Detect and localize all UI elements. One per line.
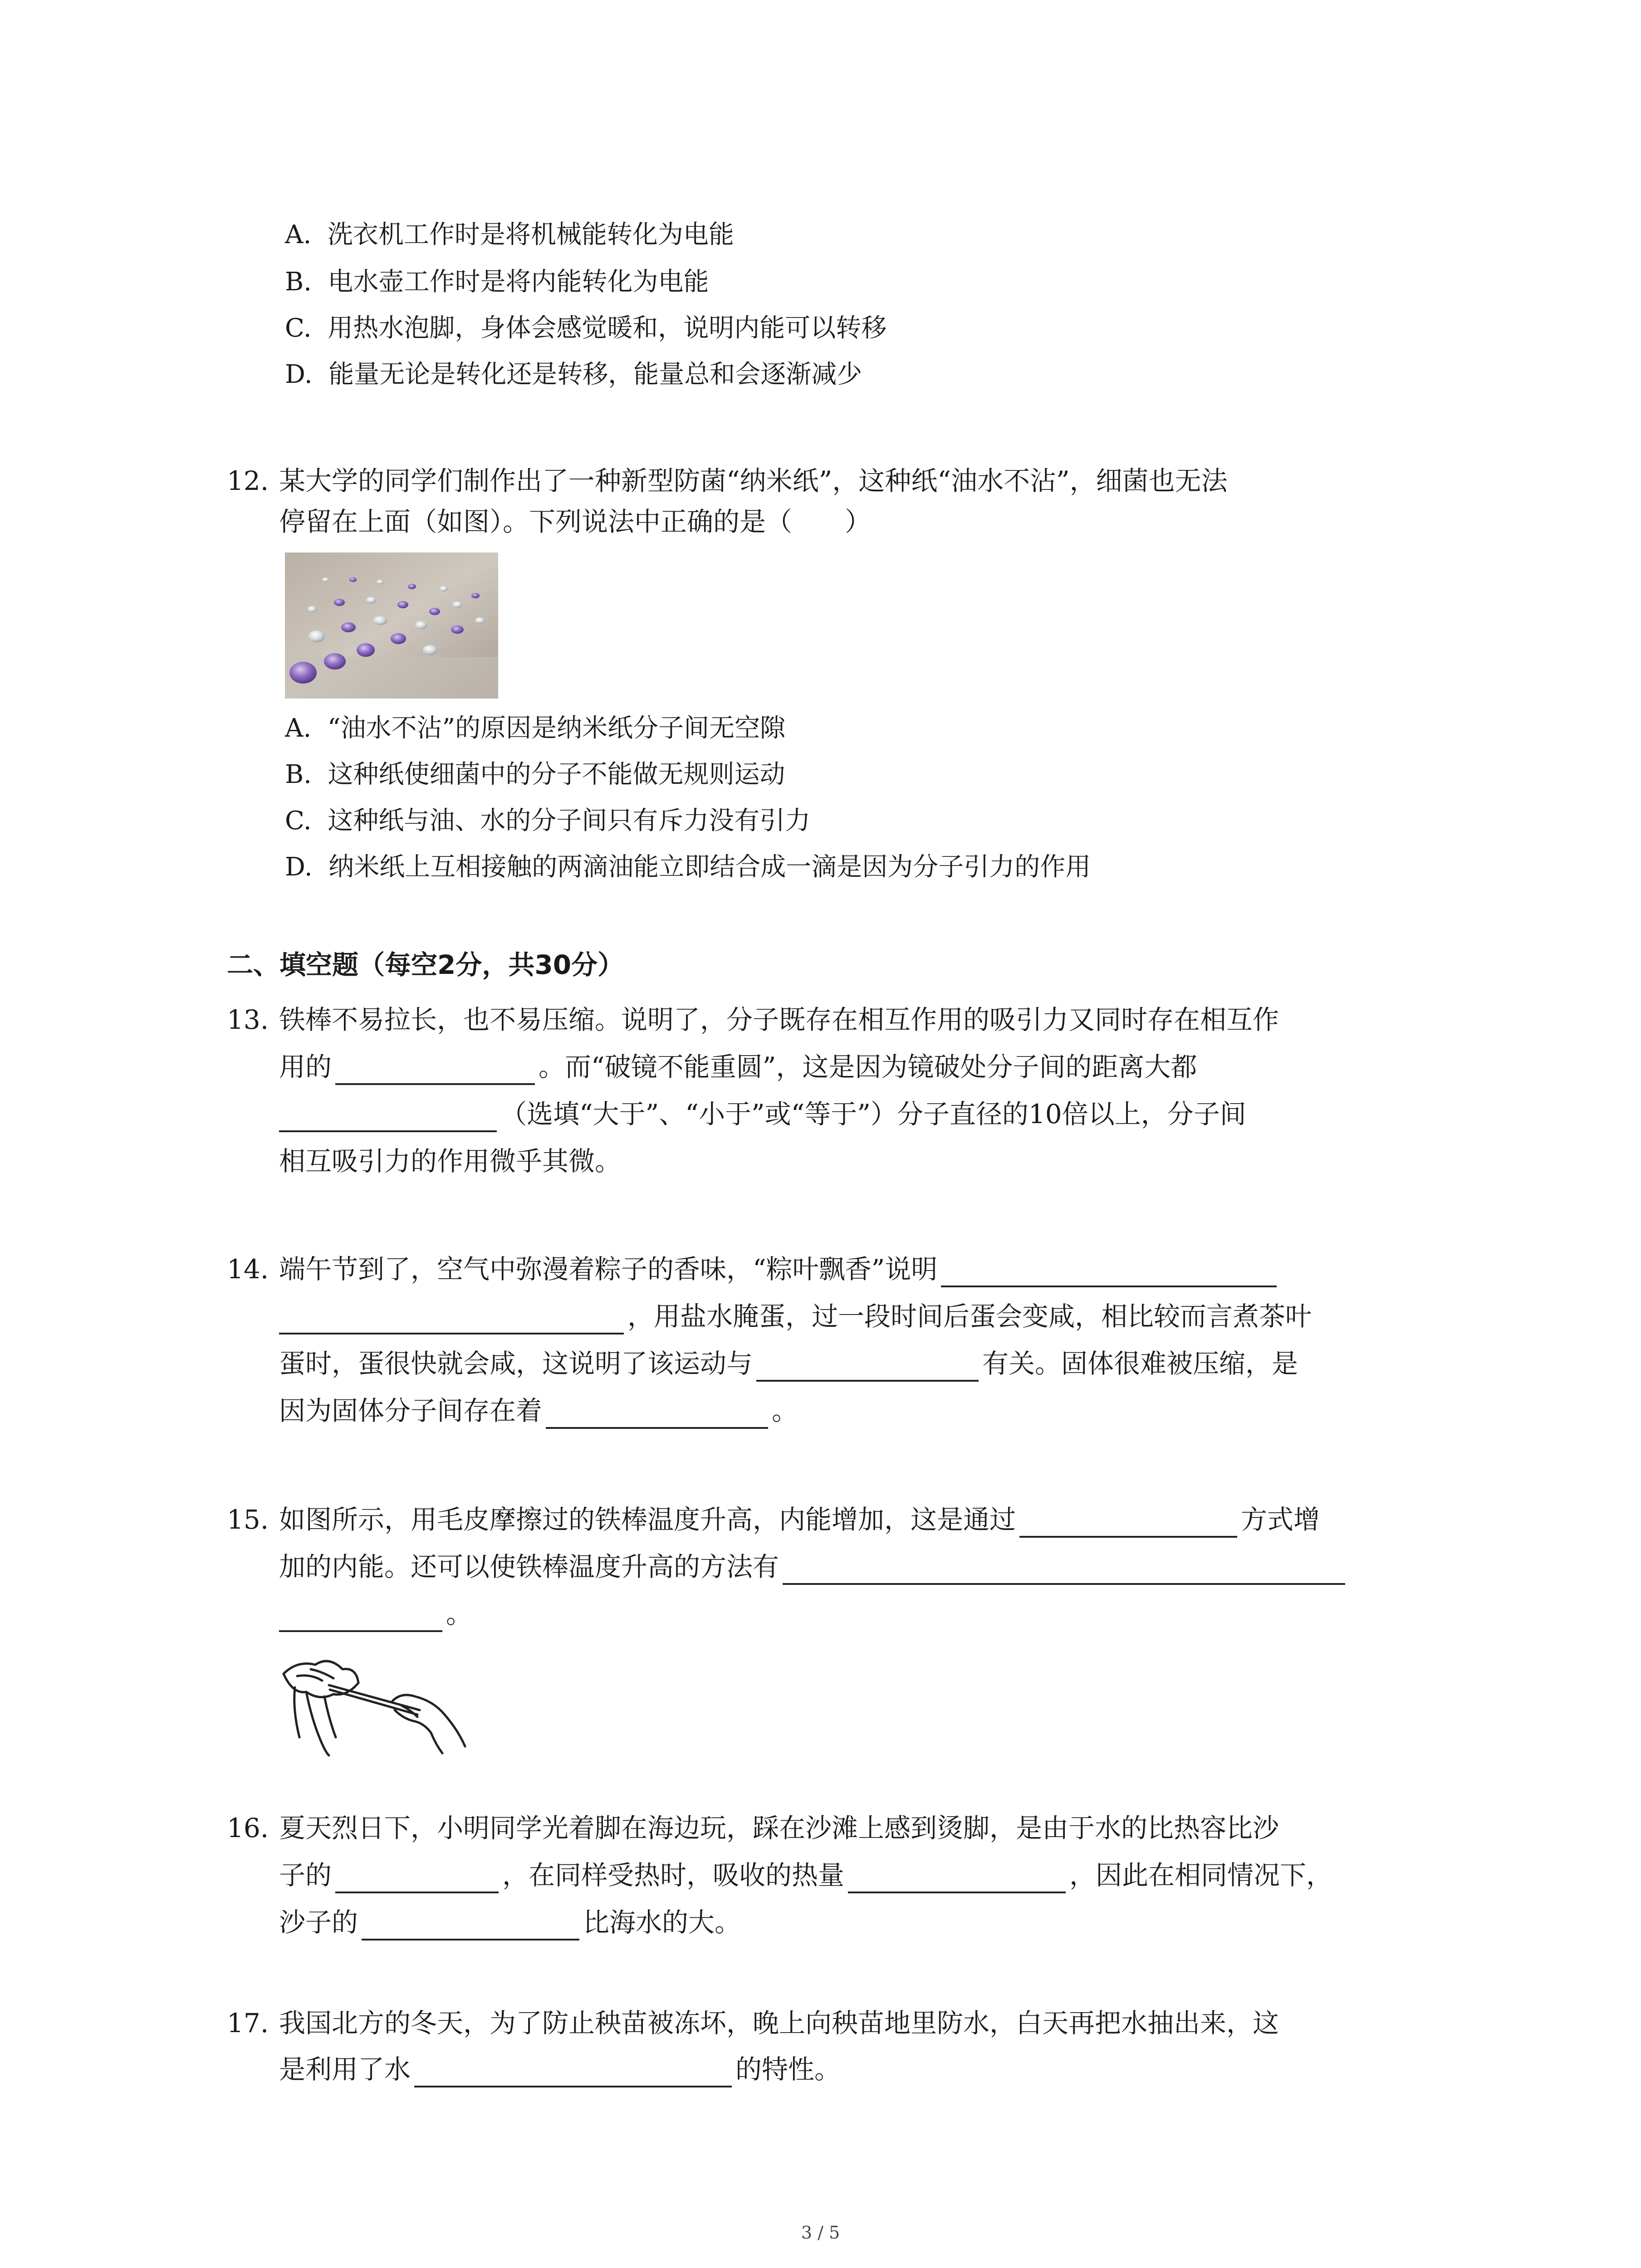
- q13-line2-text-a: 用的: [279, 1051, 332, 1082]
- q16-line1: 夏天烈日下，小明同学光着脚在海边玩，踩在沙滩上感到烫脚，是由于水的比热容比沙: [279, 1813, 1279, 1843]
- q17-line2-text-b: 的特性。: [735, 2054, 841, 2085]
- q14-line4-text-b: 。: [772, 1395, 798, 1426]
- q13-line1: 铁棒不易拉长，也不易压缩。说明了，分子既存在相互作用的吸引力又同时存在相互作: [279, 1004, 1279, 1035]
- q13-line3: [279, 1096, 1246, 1132]
- q12-stem-line1: 某大学的同学们制作出了一种新型防菌“纳米纸”，这种纸“油水不沾”，细菌也无法: [279, 465, 1228, 496]
- q14-number: 14.: [227, 1254, 269, 1285]
- q14-blank-2[interactable]: [756, 1353, 979, 1382]
- q17-number: 17.: [227, 2008, 269, 2038]
- q12-option-d: D. 纳米纸上互相接触的两滴油能立即结合成一滴是因为分子引力的作用: [285, 852, 1091, 882]
- q14-line1: [279, 1251, 1280, 1287]
- q17-line2-text-a: 是利用了水: [279, 2054, 411, 2085]
- q13-line4: 相互吸引力的作用微乎其微。: [279, 1146, 622, 1177]
- q11-option-c: C. 用热水泡脚，身体会感觉暖和，说明内能可以转移: [285, 313, 887, 343]
- q12-option-c: C. 这种纸与油、水的分子间只有斥力没有引力: [285, 806, 811, 836]
- q15-line3-text: 。: [446, 1598, 473, 1629]
- q16-line3: [279, 1904, 741, 1941]
- q11-option-a: A. 洗衣机工作时是将机械能转化为电能: [285, 220, 734, 249]
- q12-number: 12.: [227, 465, 269, 496]
- q14-blank-1a[interactable]: [941, 1258, 1277, 1287]
- q15-line2: [279, 1549, 1349, 1585]
- q15-line2-text: 加的内能。还可以使铁棒温度升高的方法有: [279, 1551, 779, 1582]
- q14-line3-text-b: 有关。固体很难被压缩，是: [982, 1348, 1298, 1379]
- q16-number: 16.: [227, 1813, 269, 1843]
- q12-option-b: B. 这种纸使细菌中的分子不能做无规则运动: [285, 760, 785, 789]
- page-number: 3 / 5: [801, 2223, 840, 2243]
- q15-line3: [279, 1596, 472, 1632]
- q16-line2: [279, 1857, 1332, 1893]
- q14-blank-3[interactable]: [546, 1400, 768, 1429]
- q11-option-d: D. 能量无论是转化还是转移，能量总和会逐渐减少: [285, 360, 862, 389]
- q13-line3-text: （选填“大于”、“小于”或“等于”）分子直径的10倍以上，分子间: [500, 1099, 1246, 1129]
- q15-blank-2a[interactable]: [783, 1556, 1345, 1585]
- q14-line3: [279, 1345, 1298, 1382]
- section-title: 二、填空题（每空2分，共30分）: [227, 949, 624, 980]
- q15-line1-text-b: 方式增: [1241, 1504, 1320, 1535]
- q13-line2-text-b: 。而“破镜不能重圆”，这是因为镜破处分子间的距离大都: [539, 1051, 1197, 1082]
- q15-blank-2b[interactable]: [279, 1603, 442, 1632]
- q12-option-a: A. “油水不沾”的原因是纳米纸分子间无空隙: [285, 714, 786, 743]
- q15-number: 15.: [227, 1504, 269, 1535]
- q14-line4: [279, 1393, 798, 1429]
- q14-blank-1b[interactable]: [279, 1305, 624, 1334]
- q16-blank-2[interactable]: [848, 1864, 1066, 1893]
- q13-number: 13.: [227, 1004, 269, 1035]
- q14-line1-text: 端午节到了，空气中弥漫着粽子的香味，“粽叶飘香”说明: [279, 1254, 938, 1285]
- q16-line3-text-b: 比海水的大。: [583, 1907, 741, 1938]
- q11-option-b: B. 电水壶工作时是将内能转化为电能: [285, 267, 709, 297]
- q13-line2: [279, 1049, 1197, 1085]
- q13-blank-1[interactable]: [335, 1056, 535, 1085]
- q16-line2-text-c: ，因此在相同情况下，: [1069, 1860, 1333, 1891]
- q16-line2-text-a: 子的: [279, 1860, 332, 1891]
- q12-stem-line2: 停留在上面（如图）。下列说法中正确的是（ ）: [279, 506, 872, 537]
- q17-line2: [279, 2051, 841, 2087]
- q15-line1: [279, 1501, 1320, 1538]
- q16-blank-1[interactable]: [335, 1864, 499, 1893]
- q17-blank-1[interactable]: [414, 2058, 732, 2087]
- q14-line2-text: ，用盐水腌蛋，过一段时间后蛋会变咸，相比较而言煮茶叶: [627, 1301, 1312, 1332]
- q14-line2: [279, 1298, 1312, 1334]
- q17-line1: 我国北方的冬天，为了防止秧苗被冻坏，晚上向秧苗地里防水，白天再把水抽出来，这: [279, 2008, 1279, 2038]
- q14-line4-text-a: 因为固体分子间存在着: [279, 1395, 543, 1426]
- q16-line3-text-a: 沙子的: [279, 1907, 358, 1938]
- q16-blank-3[interactable]: [362, 1911, 579, 1941]
- fur-rubbing-rod-drawing: [279, 1642, 470, 1760]
- q15-line1-text-a: 如图所示，用毛皮摩擦过的铁棒温度升高，内能增加，这是通过: [279, 1504, 1016, 1535]
- nano-paper-photo: [285, 552, 498, 699]
- q14-line3-text-a: 蛋时，蛋很快就会咸，这说明了该运动与: [279, 1348, 753, 1379]
- q16-line2-text-b: ，在同样受热时，吸收的热量: [502, 1860, 845, 1891]
- q15-blank-1[interactable]: [1019, 1509, 1237, 1538]
- q13-blank-2[interactable]: [279, 1103, 497, 1132]
